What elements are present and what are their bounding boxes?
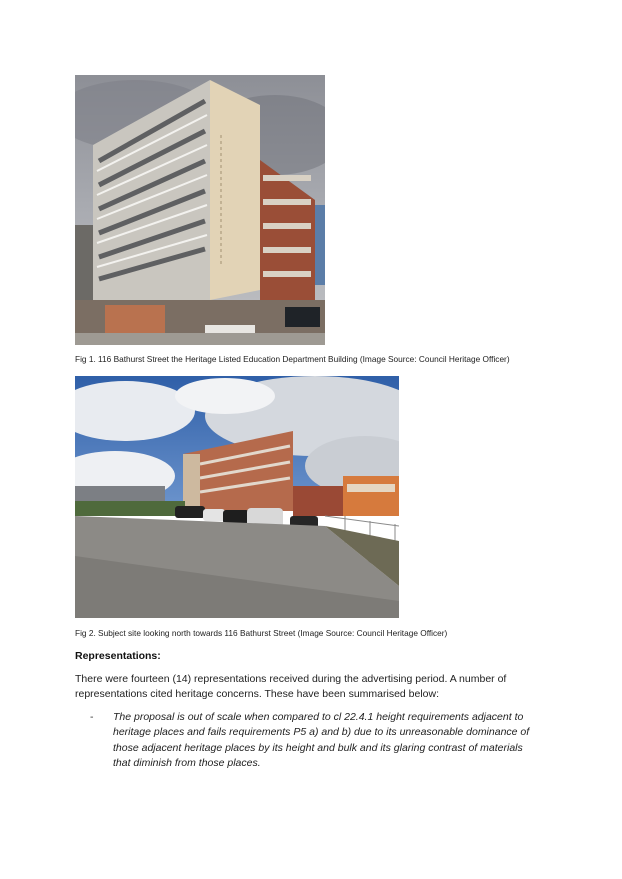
bullet-list <box>90 710 535 771</box>
figure-2-photo <box>75 376 399 618</box>
section-paragraph: There were fourteen (14) representations received during the advertising period. A number of representations cited heritage concerns. These have been summarised below: <box>75 673 507 700</box>
section-heading: Representations: <box>75 650 161 662</box>
figure-2-caption: Fig 2. Subject site looking north towards 116 Bathurst Street (Image Source: Council Heritage Officer) <box>75 628 448 638</box>
list-item <box>90 710 535 771</box>
bullet-text: The proposal is out of scale when compared to cl 22.4.1 height requirements adjacent to heritage places and fails requirements P5 a) and b) due to its unreasonable dominance of those adjacent heritage places by its height and bulk and its glaring contrast of materials that diminish from those places. <box>113 711 530 769</box>
figure-1-photo <box>75 75 325 345</box>
bullet-marker: - <box>90 711 94 723</box>
figure-1-caption: Fig 1. 116 Bathurst Street the Heritage Listed Education Department Building (Image Source: Council Heritage Officer) <box>75 354 510 364</box>
